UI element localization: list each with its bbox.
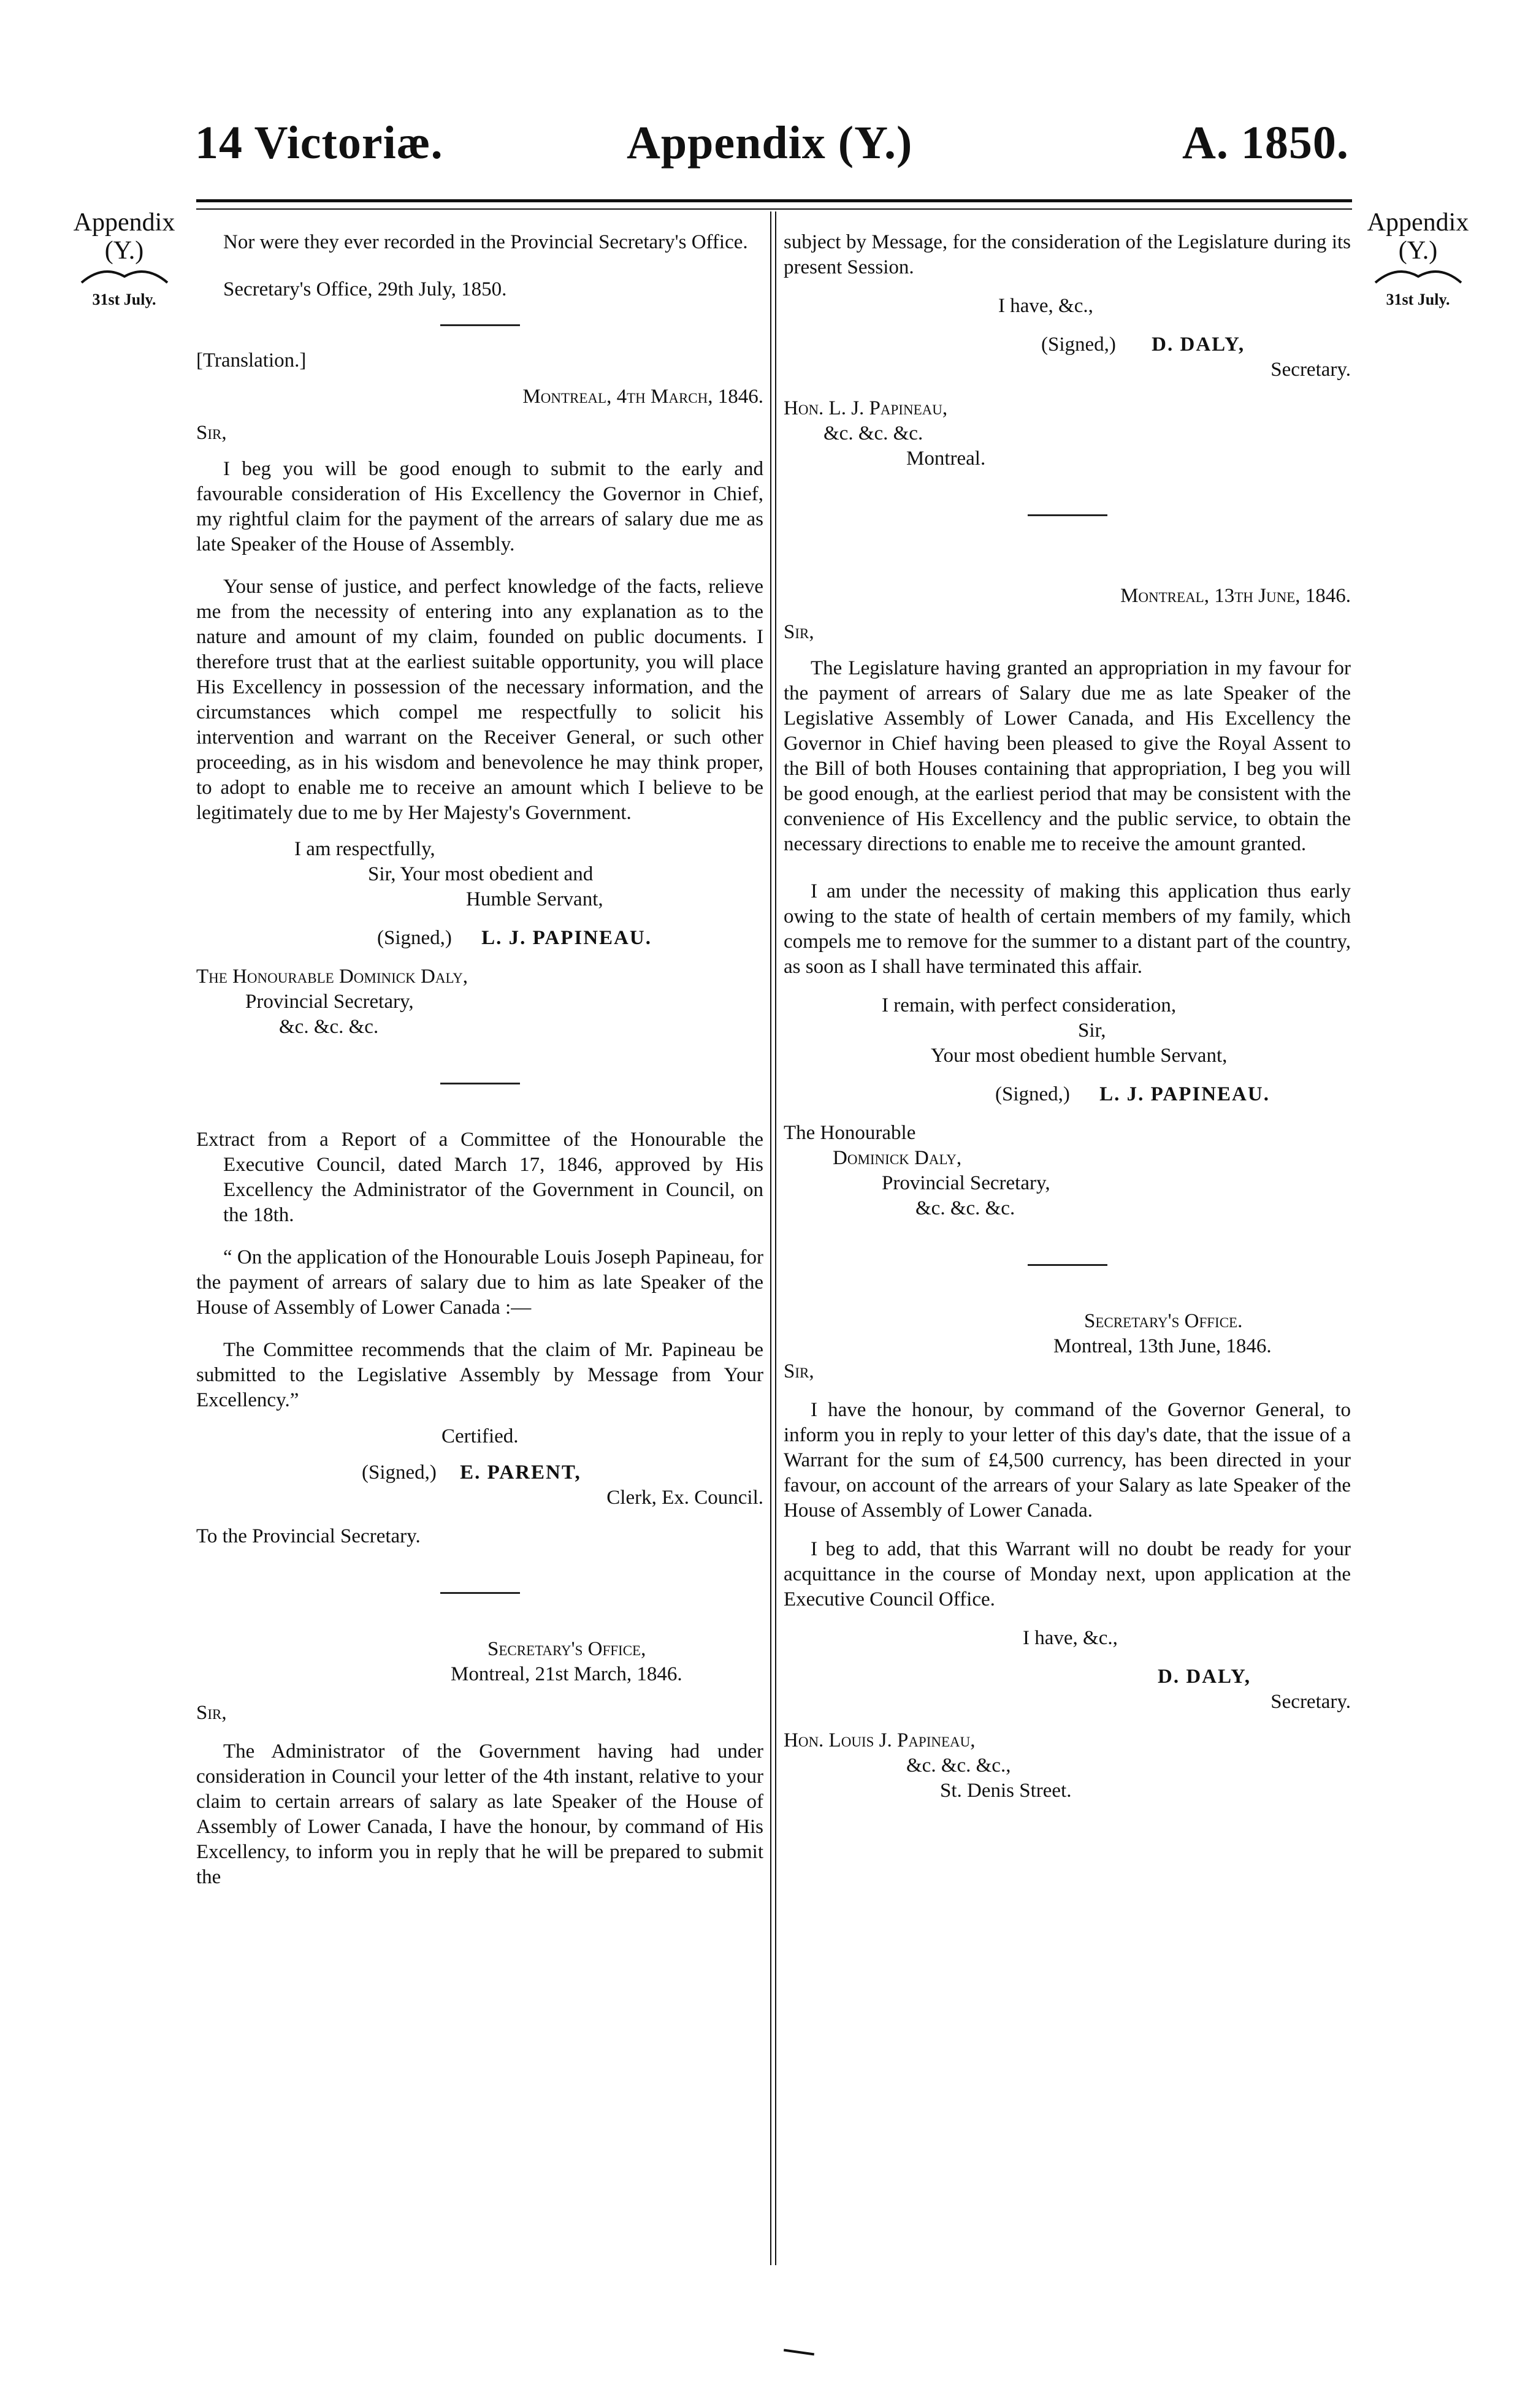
column-divider-a bbox=[770, 211, 771, 2265]
dateline: Montreal, 13th June, 1846. bbox=[1120, 585, 1351, 607]
paragraph: subject by Message, for the consideration of the Legislature during its present Session. bbox=[784, 231, 1351, 278]
signature-title: Clerk, Ex. Council. bbox=[606, 1487, 763, 1509]
address-line: The Honourable bbox=[784, 1122, 916, 1144]
signature-name: D. DALY, bbox=[1158, 1666, 1251, 1688]
top-rule-thin bbox=[196, 208, 1352, 210]
top-rule-thick bbox=[196, 199, 1352, 202]
paragraph: The Legislature having granted an appropriation in my favour for the payment of arrears of Salary due me as late Speaker of the Legislative Assembly of Lower Canada, and His Excellency the Governor in Chief having been pleased to give the Royal Assent to the Bill of both Houses containing that appropriation, I beg you will be good enough, at the earliest period that may be consistent with the convenience of His Excellency and the public service, to obtain the necessary directions to enable me to receive the amount granted. bbox=[784, 657, 1351, 855]
paragraph: I beg you will be good enough to submit to the early and favourable consideration of His Excellency the Governor in Chief, my rightful claim for the payment of the arrears of salary due me as late Speaker of the House of Assembly. bbox=[196, 458, 763, 555]
address-line: Hon. Louis J. Papineau, bbox=[784, 1729, 976, 1751]
salutation: Sir, bbox=[196, 1702, 227, 1724]
salutation: Sir, bbox=[784, 1360, 814, 1382]
signature-line bbox=[784, 1082, 1351, 1107]
paragraph: Nor were they ever recorded in the Provincial Secretary's Office. bbox=[223, 231, 748, 253]
left-column bbox=[196, 230, 763, 1890]
salutation: Sir, bbox=[196, 422, 227, 444]
dateline: Montreal, 13th June, 1846. bbox=[1053, 1335, 1272, 1357]
address-line: &c. &c. &c. bbox=[823, 422, 923, 444]
address-line: Provincial Secretary, bbox=[882, 1172, 1050, 1194]
closing-line: Sir, bbox=[1078, 1019, 1106, 1042]
ornament-swirl-icon bbox=[1372, 267, 1464, 286]
signed-label: (Signed,) bbox=[995, 1083, 1070, 1105]
closing-line: I have, &c., bbox=[998, 295, 1093, 317]
column-divider-b bbox=[775, 211, 776, 2265]
signature-line bbox=[784, 332, 1351, 357]
right-column bbox=[784, 230, 1351, 1804]
office-line: Secretary's Office. bbox=[1084, 1310, 1243, 1332]
margin-date: 31st July. bbox=[1386, 291, 1450, 308]
address-line: Provincial Secretary, bbox=[245, 991, 414, 1013]
signature-name: L. J. PAPINEAU. bbox=[481, 927, 652, 949]
margin-note-right bbox=[1352, 208, 1484, 314]
dateline: Secretary's Office, 29th July, 1850. bbox=[223, 278, 507, 300]
address-line: St. Denis Street. bbox=[940, 1780, 1072, 1802]
address-line: &c. &c. &c. bbox=[279, 1016, 379, 1038]
address-line: Montreal. bbox=[906, 448, 986, 470]
ornament-swirl-icon bbox=[78, 267, 170, 286]
margin-appendix-letter: (Y.) bbox=[104, 237, 144, 265]
address-line: The Honourable Dominick Daly, bbox=[196, 966, 468, 988]
margin-appendix-letter: (Y.) bbox=[1398, 237, 1438, 265]
signature-line bbox=[196, 926, 763, 951]
paragraph: “ On the application of the Honourable Louis Joseph Papineau, for the payment of arrears of salary due to him as late Speaker of the House of Assembly of Lower Canada :— bbox=[196, 1246, 763, 1319]
dateline: Montreal, 4th March, 1846. bbox=[522, 386, 763, 408]
signature-line bbox=[196, 1460, 763, 1485]
recipient-line: To the Provincial Secretary. bbox=[196, 1525, 421, 1547]
header-appendix-title: Appendix (Y.) bbox=[627, 117, 913, 169]
paragraph: The Committee recommends that the claim of Mr. Papineau be submitted to the Legislative Assembly by Message from Your Excellency.” bbox=[196, 1339, 763, 1411]
signature-name: D. DALY, bbox=[1152, 333, 1245, 356]
header-year: A. 1850. bbox=[1182, 117, 1349, 169]
paragraph: Your sense of justice, and perfect knowledge of the facts, relieve me from the necessity of entering into any explanation as to the nature and amount of my claim, founded on public documents. I therefore trust that at the earliest suitable opportunity, you will place His Excellency in possession of the necessary information, and the circumstances which compel me respectfully to solicit his intervention and warrant on the Receiver General, or such other proceeding, as in his wisdom and benevolence he may think proper, to adopt to enable me to receive an amount which I believe to be legitimately due to me by Her Majesty's Government. bbox=[196, 576, 763, 824]
signed-label: (Signed,) bbox=[362, 1461, 437, 1484]
address-line: &c. &c. &c., bbox=[906, 1755, 1011, 1777]
bottom-printer-mark bbox=[784, 2349, 814, 2356]
extract-heading: Extract from a Report of a Committee of the Honourable the Executive Council, dated March 17, 1846, approved by His Excellency the Administrator of the Government in Council, on the 18th. bbox=[196, 1129, 763, 1226]
dateline: Montreal, 21st March, 1846. bbox=[451, 1663, 682, 1685]
header-session: 14 Victoriæ. bbox=[195, 117, 443, 169]
salutation: Sir, bbox=[784, 621, 814, 643]
address-line: Dominick Daly, bbox=[833, 1147, 962, 1169]
closing-line: I have, &c., bbox=[1023, 1627, 1118, 1649]
closing-line: Your most obedient humble Servant, bbox=[931, 1045, 1228, 1067]
paragraph: I am under the necessity of making this application thus early owing to the state of health of certain members of my family, which compels me to remove for the summer to a distant part of the country, as soon as I shall have terminated this affair. bbox=[784, 880, 1351, 978]
paragraph: The Administrator of the Government having had under consideration in Council your letter of the 4th instant, relative to your claim to certain arrears of salary as late Speaker of the House of Assembly of Lower Canada, I have the honour, by command of His Excellency, to inform you in reply that he will be prepared to submit the bbox=[196, 1740, 763, 1888]
closing-line: Sir, Your most obedient and bbox=[368, 863, 594, 885]
office-line: Secretary's Office, bbox=[487, 1638, 646, 1660]
closing-line: Humble Servant, bbox=[466, 888, 603, 910]
closing-line: I remain, with perfect consideration, bbox=[882, 994, 1177, 1016]
signed-label: (Signed,) bbox=[377, 927, 452, 949]
signature-title: Secretary. bbox=[1270, 1691, 1351, 1713]
margin-date: 31st July. bbox=[92, 291, 156, 308]
signed-label: (Signed,) bbox=[1041, 333, 1116, 356]
signature-name: L. J. PAPINEAU. bbox=[1099, 1083, 1270, 1105]
translation-note: [Translation.] bbox=[196, 349, 307, 371]
address-line: &c. &c. &c. bbox=[915, 1197, 1015, 1219]
signature-name: E. PARENT, bbox=[460, 1461, 581, 1484]
signature-title: Secretary. bbox=[1270, 359, 1351, 381]
margin-appendix-label: Appendix bbox=[73, 208, 175, 237]
paragraph: I have the honour, by command of the Governor General, to inform you in reply to your letter of this day's date, that the issue of a Warrant for the sum of £4,500 currency, has been directed in your favour, on account of the arrears of your Salary as late Speaker of the House of Assembly of Lower Canada. bbox=[784, 1399, 1351, 1522]
paragraph: I beg to add, that this Warrant will no doubt be ready for your acquittance in the course of Monday next, upon application at the Executive Council Office. bbox=[784, 1538, 1351, 1610]
certified-line: Certified. bbox=[441, 1425, 519, 1447]
margin-appendix-label: Appendix bbox=[1367, 208, 1469, 237]
closing-line: I am respectfully, bbox=[294, 838, 435, 860]
margin-note-left bbox=[58, 208, 190, 314]
address-line: Hon. L. J. Papineau, bbox=[784, 397, 948, 419]
